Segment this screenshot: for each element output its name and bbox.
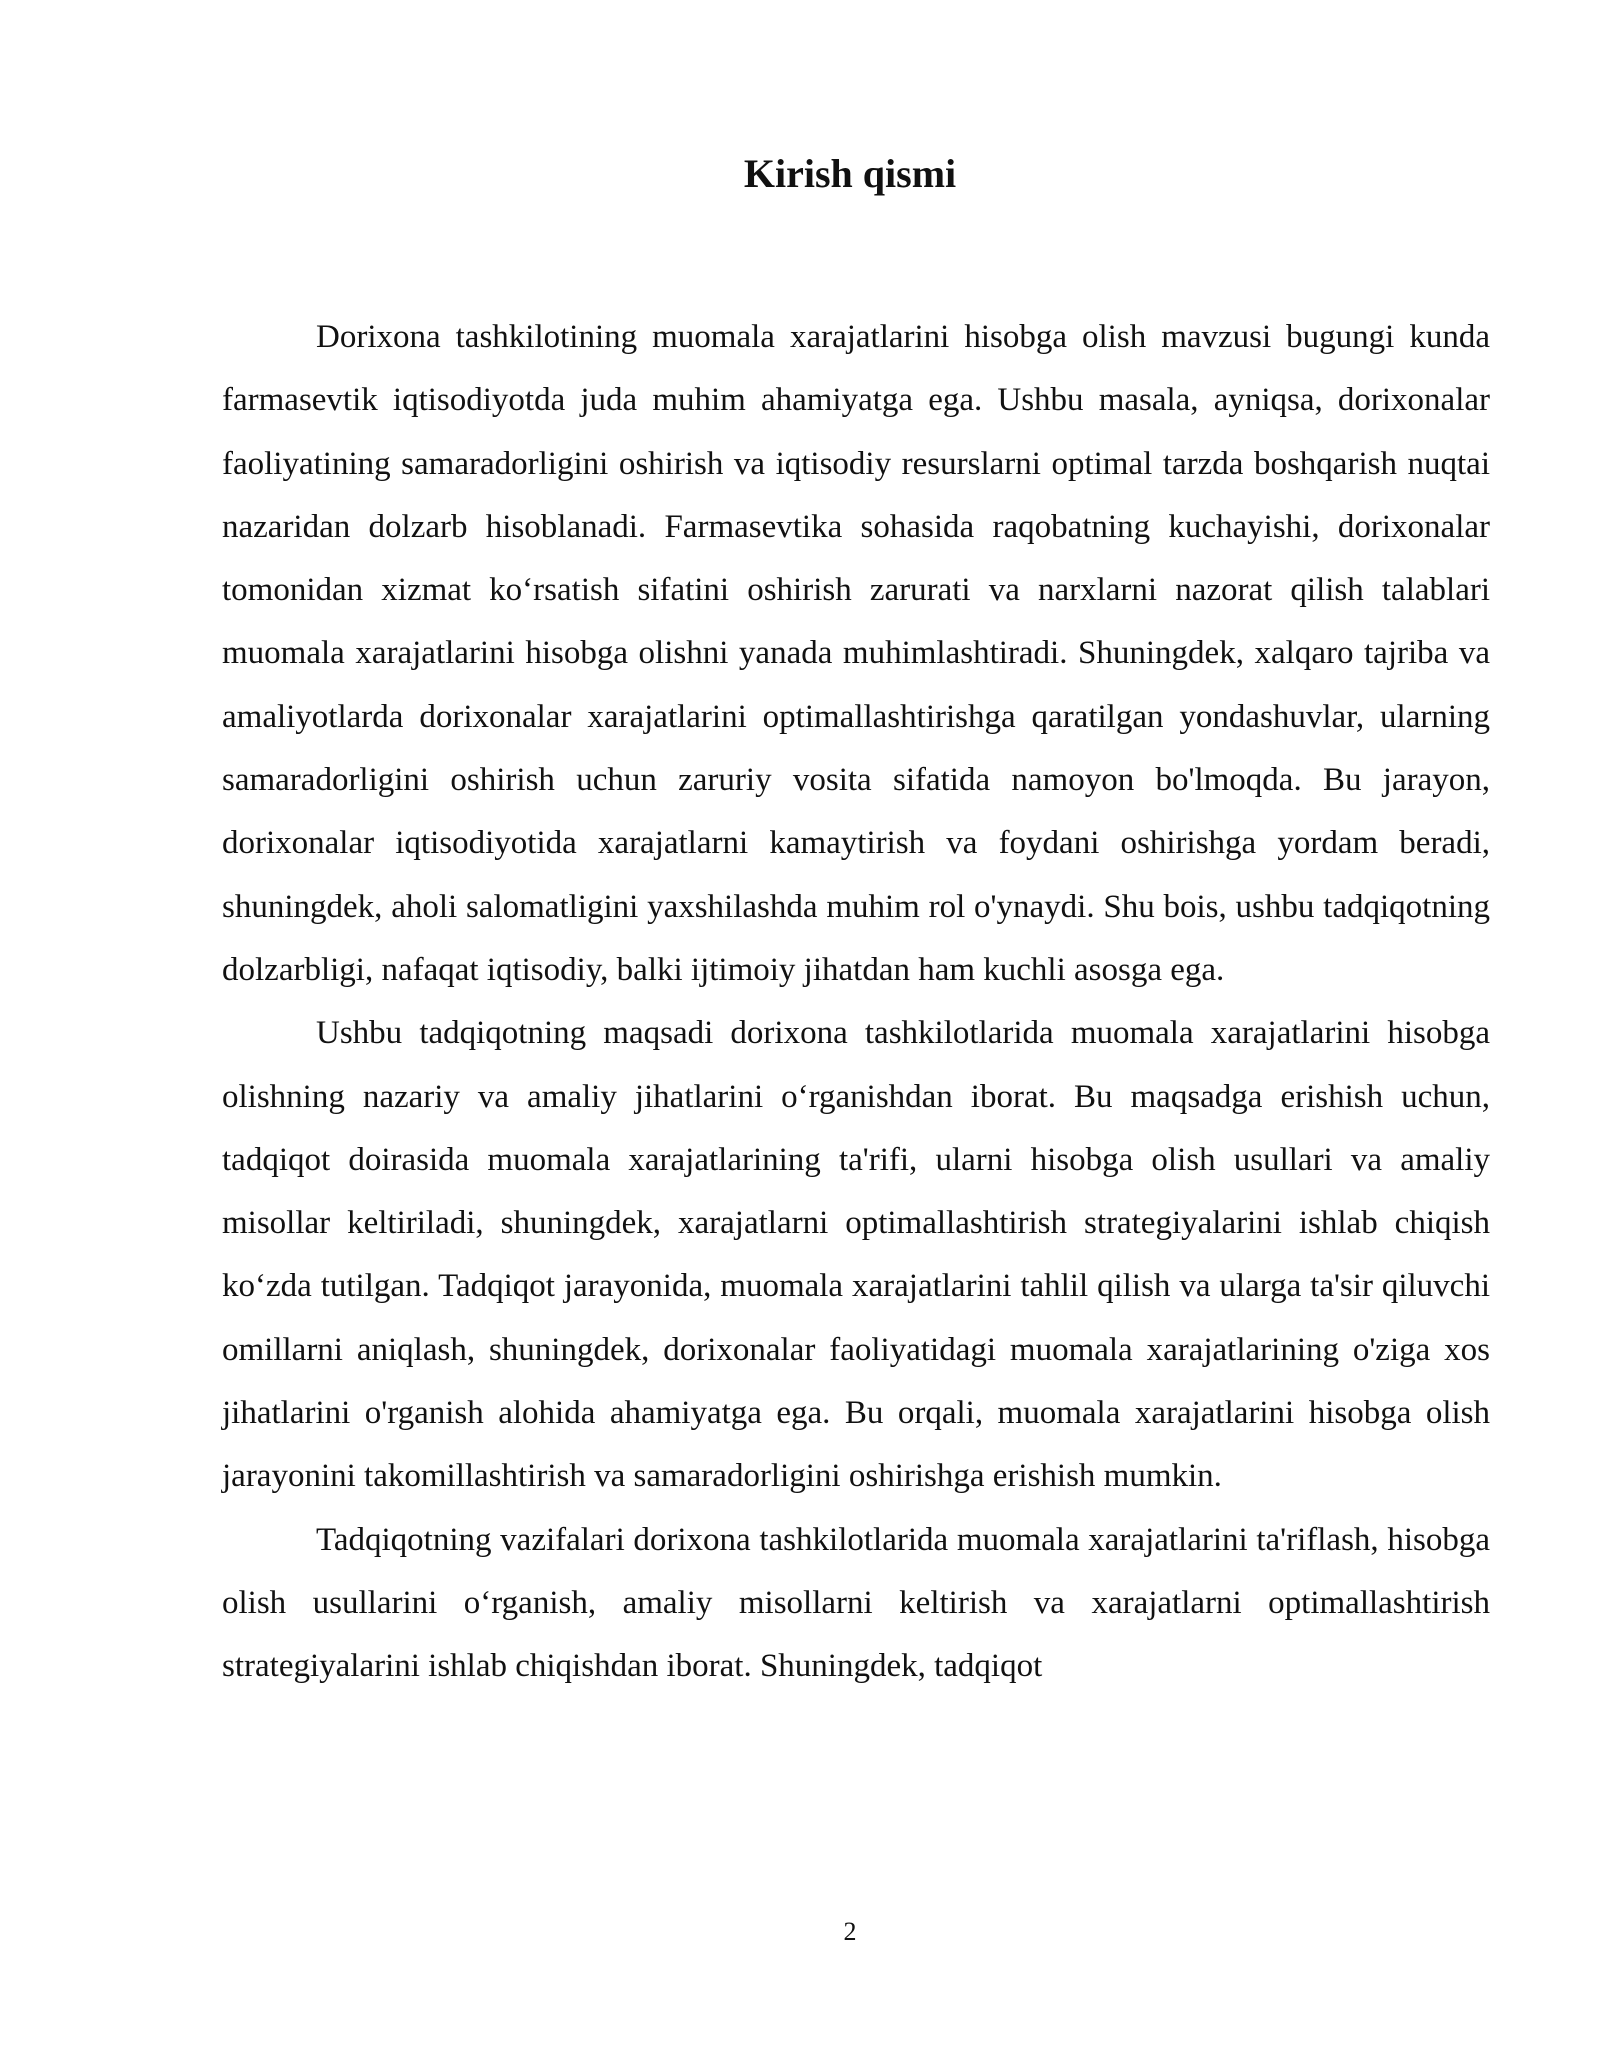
paragraph-goal: Ushbu tadqiqotning maqsadi dorixona tashkilotlarida muomala xarajatlarini hisobga olishning nazariy va amaliy jihatlarini oʻrganishdan iborat. Bu maqsadga erishish uchun, tadqiqot doirasida muomala xarajatlarining ta'rifi, ularni hisobga olish usullari va amaliy misollar keltiriladi, shuningdek, xarajatlarni optimallashtirish strategiyalarini ishlab chiqish koʻzda tutilgan. Tadqiqot jarayonida, muomala xarajatlarini tahlil qilish va ularga ta'sir qiluvchi omillarni aniqlash, shuningdek, dorixonalar faoliyatidagi muomala xarajatlarining o'ziga xos jihatlarini o'rganish alohida ahamiyatga ega. Bu orqali, muomala xarajatlarini hisobga olish jarayonini takomillashtirish va samaradorligini oshirishga erishish mumkin. <box>222 1015 1490 1495</box>
paragraph-tasks: Tadqiqotning vazifalari dorixona tashkilotlarida muomala xarajatlarini ta'riflash, hisobga olish usullarini oʻrganish, amaliy misollarni keltirish va xarajatlarni optimallashtirish strategiyalarini ishlab chiqishdan iborat. Shuningdek, tadqiqot <box>222 1521 1490 1685</box>
page-title: Kirish qismi <box>743 151 957 196</box>
body-text <box>222 306 1490 1699</box>
page-number: 2 <box>843 1917 857 1946</box>
paragraph-relevance: Dorixona tashkilotining muomala xarajatlarini hisobga olish mavzusi bugungi kunda farmasevtik iqtisodiyotda juda muhim ahamiyatga ega. Ushbu masala, ayniqsa, dorixonalar faoliyatining samaradorligini oshirish va iqtisodiy resurslarni optimal tarzda boshqarish nuqtai nazaridan dolzarb hisoblanadi. Farmasevtika sohasida raqobatning kuchayishi, dorixonalar tomonidan xizmat koʻrsatish sifatini oshirish zarurati va narxlarni nazorat qilish talablari muomala xarajatlarini hisobga olishni yanada muhimlashtiradi. Shuningdek, xalqaro tajriba va amaliyotlarda dorixonalar xarajatlarini optimallashtirishga qaratilgan yondashuvlar, ularning samaradorligini oshirish uchun zaruriy vosita sifatida namoyon bo'lmoqda. Bu jarayon, dorixonalar iqtisodiyotida xarajatlarni kamaytirish va foydani oshirishga yordam beradi, shuningdek, aholi salomatligini yaxshilashda muhim rol o'ynaydi. Shu bois, ushbu tadqiqotning dolzarbligi, nafaqat iqtisodiy, balki ijtimoiy jihatdan ham kuchli asosga ega. <box>222 319 1490 988</box>
